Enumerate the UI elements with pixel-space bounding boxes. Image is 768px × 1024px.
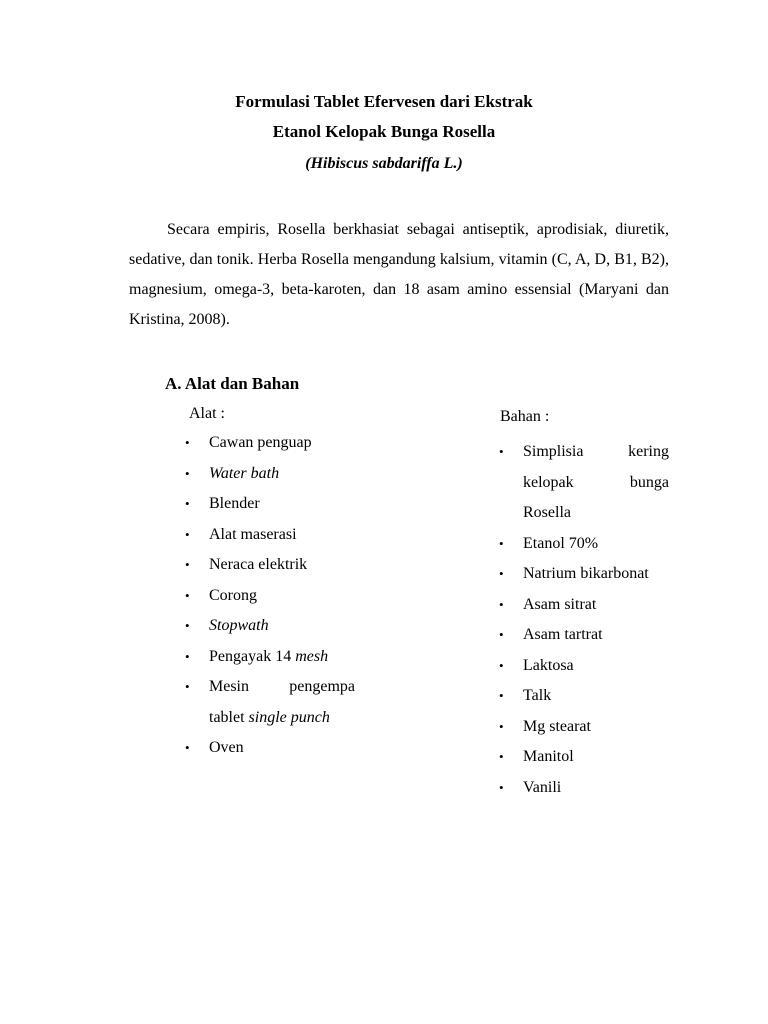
- bullet-icon: •: [499, 688, 504, 703]
- intro-text: Secara empiris, Rosella berkhasiat sebagai antiseptik, aprodisiak, diuretik, sedative, dan tonik. Herba Rosella mengandung kalsium, vitamin (C, A, D, B1, B2), magnesium, omega-3, beta-karoten, dan 18 asam amino essensial (Maryani dan Kristina, 2008).: [129, 221, 669, 328]
- document-title-line-1: Formulasi Tablet Efervesen dari Ekstrak: [235, 92, 533, 111]
- list-item: [497, 620, 669, 651]
- bahan-item-text: Mg stearat: [523, 717, 591, 735]
- document-title-line-2: Etanol Kelopak Bunga Rosella: [272, 122, 496, 141]
- list-item: [183, 672, 355, 733]
- bullet-icon: •: [185, 587, 190, 603]
- list-item: [497, 529, 669, 560]
- alat-item-text: Corong: [209, 586, 257, 604]
- alat-item-text: Water bath: [209, 464, 280, 482]
- bahan-item-text: Asam tartrat: [523, 626, 603, 643]
- intro-paragraph: [129, 215, 669, 335]
- list-item: [183, 550, 355, 581]
- alat-item-text: Stopwath: [209, 617, 269, 634]
- alat-item-text: Neraca elektrik: [209, 556, 308, 573]
- list-item: [183, 581, 355, 612]
- bullet-icon: •: [185, 648, 190, 664]
- bullet-icon: •: [499, 444, 504, 459]
- alat-item-text: Mesin pengempa: [209, 678, 355, 695]
- bullet-icon: •: [499, 657, 504, 673]
- alat-item-text-italic: mesh: [295, 647, 329, 665]
- bullet-icon: •: [185, 496, 190, 511]
- bullet-icon: •: [499, 627, 504, 642]
- list-item: [183, 459, 355, 490]
- bullet-icon: •: [499, 535, 504, 551]
- list-item: [183, 733, 355, 764]
- bahan-item-text: Simplisia kering: [523, 443, 669, 460]
- alat-item-text: Blender: [209, 495, 260, 512]
- alat-item-text: Pengayak 14: [209, 647, 296, 665]
- alat-item-text: tablet: [209, 708, 249, 726]
- list-item: [183, 520, 355, 551]
- alat-list: [183, 428, 355, 764]
- bahan-item-text: Rosella: [523, 504, 571, 521]
- bahan-item-text: Manitol: [523, 748, 574, 765]
- alat-label: Alat :: [189, 405, 225, 422]
- bahan-item-text: Natrium bikarbonat: [523, 565, 649, 582]
- list-item: [497, 559, 669, 590]
- bahan-item-text: Laktosa: [523, 656, 574, 674]
- bullet-icon: •: [185, 740, 190, 755]
- bullet-icon: •: [499, 566, 504, 581]
- bullet-icon: •: [499, 596, 504, 612]
- bullet-icon: •: [185, 557, 190, 572]
- section-heading: A. Alat dan Bahan: [165, 374, 300, 393]
- bahan-label: Bahan :: [500, 408, 550, 425]
- list-item: [497, 773, 669, 804]
- alat-item-text: Cawan penguap: [209, 434, 312, 451]
- bahan-item-text: Asam sitrat: [523, 595, 597, 613]
- list-item: [497, 742, 669, 773]
- bullet-icon: •: [185, 679, 190, 694]
- alat-item-text-line-2: [209, 703, 355, 734]
- list-item: [497, 712, 669, 743]
- document-title-species: (Hibiscus sabdariffa L.): [305, 155, 463, 172]
- bullet-icon: •: [185, 618, 190, 633]
- alat-item-text: Oven: [209, 739, 244, 756]
- bahan-item-text: Etanol 70%: [523, 534, 599, 552]
- list-item: [183, 428, 355, 459]
- bullet-icon: •: [499, 718, 504, 734]
- list-item: [183, 611, 355, 642]
- alat-item-text: Alat maserasi: [209, 525, 297, 543]
- list-item: [183, 642, 355, 673]
- list-item: [497, 437, 669, 529]
- list-item: [497, 651, 669, 682]
- bullet-icon: •: [499, 779, 504, 795]
- bullet-icon: •: [185, 465, 190, 481]
- bullet-icon: •: [499, 749, 504, 764]
- bahan-item-text: Talk: [523, 687, 552, 704]
- list-item: [497, 681, 669, 712]
- list-item: [497, 590, 669, 621]
- bullet-icon: •: [185, 435, 190, 450]
- alat-item-text-italic: single punch: [248, 708, 330, 726]
- list-item: [183, 489, 355, 520]
- bahan-item-text: kelopak bunga: [523, 473, 669, 491]
- bahan-list: [497, 437, 669, 803]
- bahan-item-text: Vanili: [523, 778, 562, 796]
- bullet-icon: •: [185, 526, 190, 542]
